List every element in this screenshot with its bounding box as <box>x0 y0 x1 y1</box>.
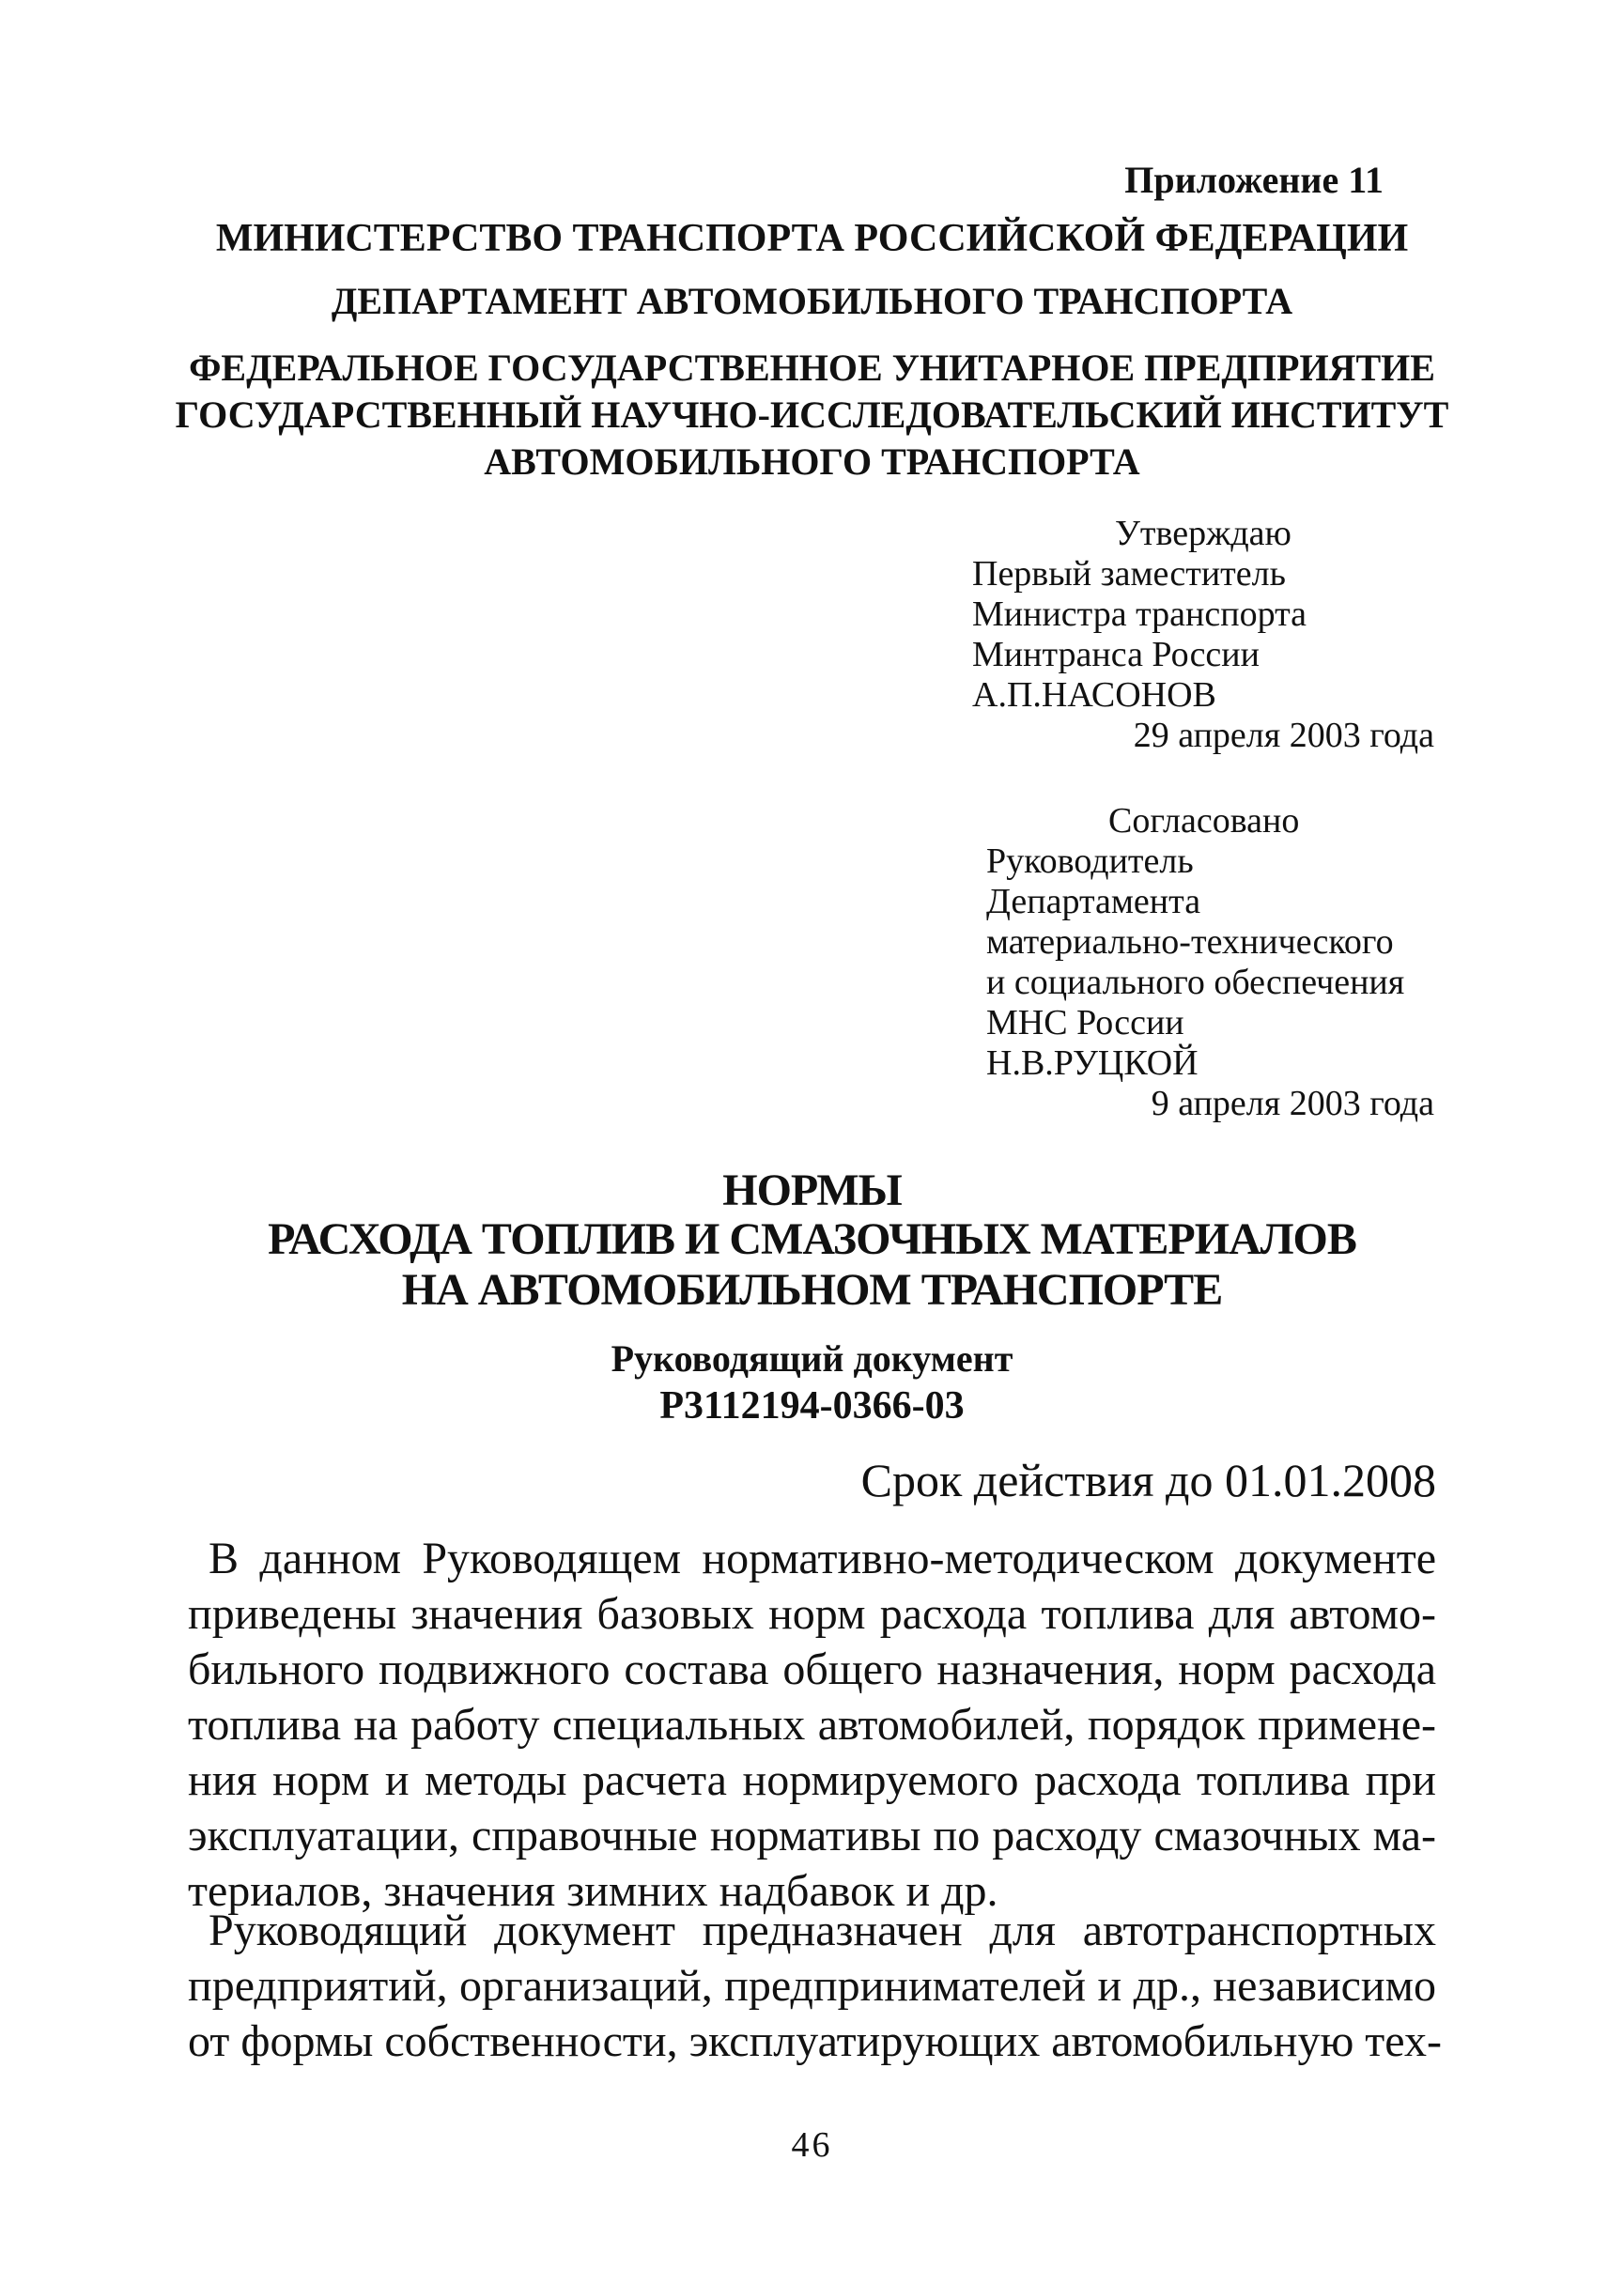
approval-line: Минтранса России <box>972 635 1260 674</box>
document-subtitle-line: НА АВТОМОБИЛЬНОМ ТРАНСПОРТЕ <box>401 1265 1223 1315</box>
ministry-heading: МИНИСТЕРСТВО ТРАНСПОРТА РОССИЙСКОЙ ФЕДЕРАЦИИ <box>215 217 1409 260</box>
agreement-line: и социального обеспечения <box>986 963 1405 1002</box>
approval-line: Министра транспорта <box>972 594 1307 634</box>
agreement-caption: Согласовано <box>1108 801 1300 841</box>
body-paragraph <box>188 1531 1436 1919</box>
agreement-line: МНС России <box>986 1003 1184 1042</box>
paragraph-line: ния норм и методы расчета нормируемого расхода топлива при <box>188 1755 1436 1805</box>
document-subtitle-line: РАСХОДА ТОПЛИВ И СМАЗОЧНЫХ МАТЕРИАЛОВ <box>268 1214 1356 1264</box>
enterprise-heading-line: ГОСУДАРСТВЕННЫЙ НАУЧНО-ИССЛЕДОВАТЕЛЬСКИЙ ИНСТИТУТ <box>175 394 1449 436</box>
department-heading: ДЕПАРТАМЕНТ АВТОМОБИЛЬНОГО ТРАНСПОРТА <box>331 280 1293 322</box>
paragraph-line: Руководящий документ предназначен для автотранспортных <box>209 1906 1436 1955</box>
approval-caption: Утверждаю <box>1115 514 1291 553</box>
agreement-block <box>986 801 1434 1124</box>
paragraph-line: предприятий, организаций, предпринимателей и др., независимо <box>188 1961 1436 2011</box>
agreement-signatory: Н.В.РУЦКОЙ <box>986 1043 1199 1083</box>
enterprise-heading-line: ФЕДЕРАЛЬНОЕ ГОСУДАРСТВЕННОЕ УНИТАРНОЕ ПРЕДПРИЯТИЕ <box>189 347 1435 389</box>
page-number: 46 <box>791 2125 833 2165</box>
body-paragraph <box>188 1903 1442 2069</box>
approval-signatory: А.П.НАСОНОВ <box>972 675 1216 715</box>
validity-period: Срок действия до 01.01.2008 <box>860 1454 1436 1506</box>
document-type: Руководящий документ <box>611 1337 1013 1380</box>
agreement-line: Руководитель <box>986 841 1194 881</box>
paragraph-line: приведены значения базовых норм расхода топлива для автомо- <box>188 1589 1436 1639</box>
agreement-line: Департамента <box>986 882 1201 921</box>
annex-label: Приложение 11 <box>1124 159 1384 201</box>
paragraph-line: В данном Руководящем нормативно-методическом документе <box>209 1534 1436 1583</box>
paragraph-line: териалов, значения зимних надбавок и др. <box>188 1866 998 1916</box>
paragraph-line: топлива на работу специальных автомобилей, порядок примене- <box>188 1700 1436 1750</box>
agreement-line: материально-технического <box>986 922 1394 962</box>
enterprise-heading <box>0 345 1624 486</box>
enterprise-heading-line: АВТОМОБИЛЬНОГО ТРАНСПОРТА <box>484 440 1140 483</box>
document-subtitle <box>0 1214 1624 1316</box>
paragraph-line: от формы собственности, эксплуатирующих автомобильную тех- <box>188 2016 1442 2066</box>
agreement-date: 9 апреля 2003 года <box>1151 1084 1434 1123</box>
approval-date: 29 апреля 2003 года <box>1133 716 1434 755</box>
document-title: НОРМЫ <box>722 1165 902 1215</box>
approval-block <box>972 514 1434 756</box>
paragraph-line: эксплуатации, справочные нормативы по расходу смазочных ма- <box>188 1811 1436 1860</box>
document-code: Р3112194-0366-03 <box>659 1384 965 1428</box>
approval-line: Первый заместитель <box>972 554 1286 594</box>
paragraph-line: бильного подвижного состава общего назначения, норм расхода <box>188 1644 1436 1694</box>
